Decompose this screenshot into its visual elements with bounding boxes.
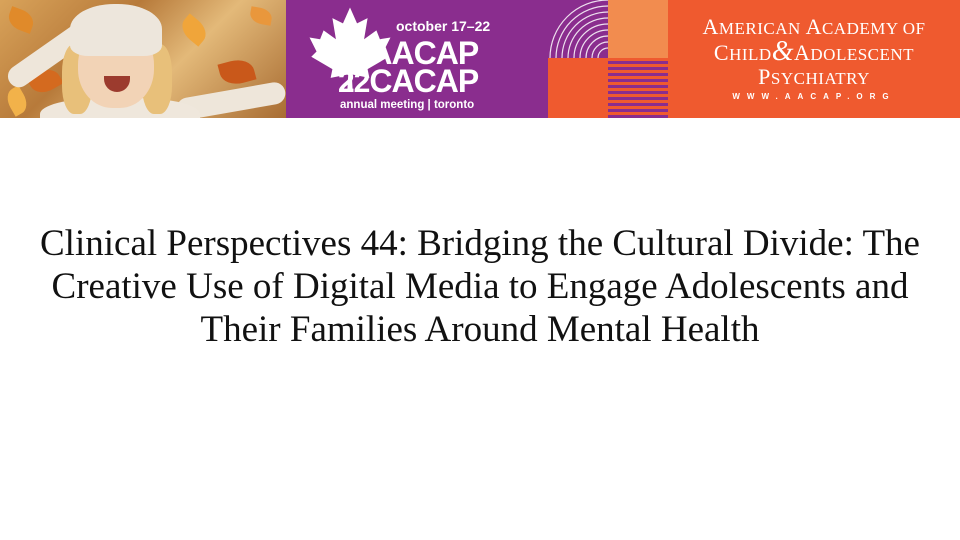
decorative-graphic — [548, 0, 668, 118]
slide-title: Clinical Perspectives 44: Bridging the Cultural Divide: The Creative Use of Digital Media to Engage Adolescents and Their Families Around Mental Health — [40, 223, 920, 350]
academy-word: MERICAN — [718, 19, 806, 38]
academy-name-line2 — [668, 36, 960, 67]
academy-initial: C — [713, 40, 730, 65]
academy-initial: P — [758, 64, 771, 89]
org-cacap: CACAP — [369, 63, 479, 99]
academy-url[interactable]: WWW.AACAP.ORG — [732, 92, 896, 101]
academy-initial: A — [794, 40, 811, 65]
org-aacap: AACAP — [369, 35, 479, 71]
concentric-arcs-icon — [548, 0, 608, 58]
academy-word: HILD — [729, 45, 772, 64]
academy-initial: A — [805, 14, 822, 39]
academy-initial: A — [702, 14, 719, 39]
academy-word: DOLESCENT — [810, 45, 915, 64]
academy-logo — [668, 0, 960, 118]
academy-word: CADEMY OF — [821, 19, 926, 38]
year-top: 20 — [338, 38, 370, 71]
event-dates: october 17–22 — [396, 18, 491, 34]
academy-word: SYCHIATRY — [770, 69, 870, 88]
event-subtitle: annual meeting | toronto — [340, 99, 475, 111]
header-banner — [0, 0, 960, 118]
banner-photo — [0, 0, 286, 118]
event-mark-cacap — [338, 65, 478, 99]
academy-name-line1 — [668, 14, 960, 40]
year-bottom: 22 — [338, 66, 370, 99]
ampersand: & — [771, 36, 794, 67]
academy-name-line3 — [668, 64, 960, 90]
event-logo — [286, 0, 548, 118]
